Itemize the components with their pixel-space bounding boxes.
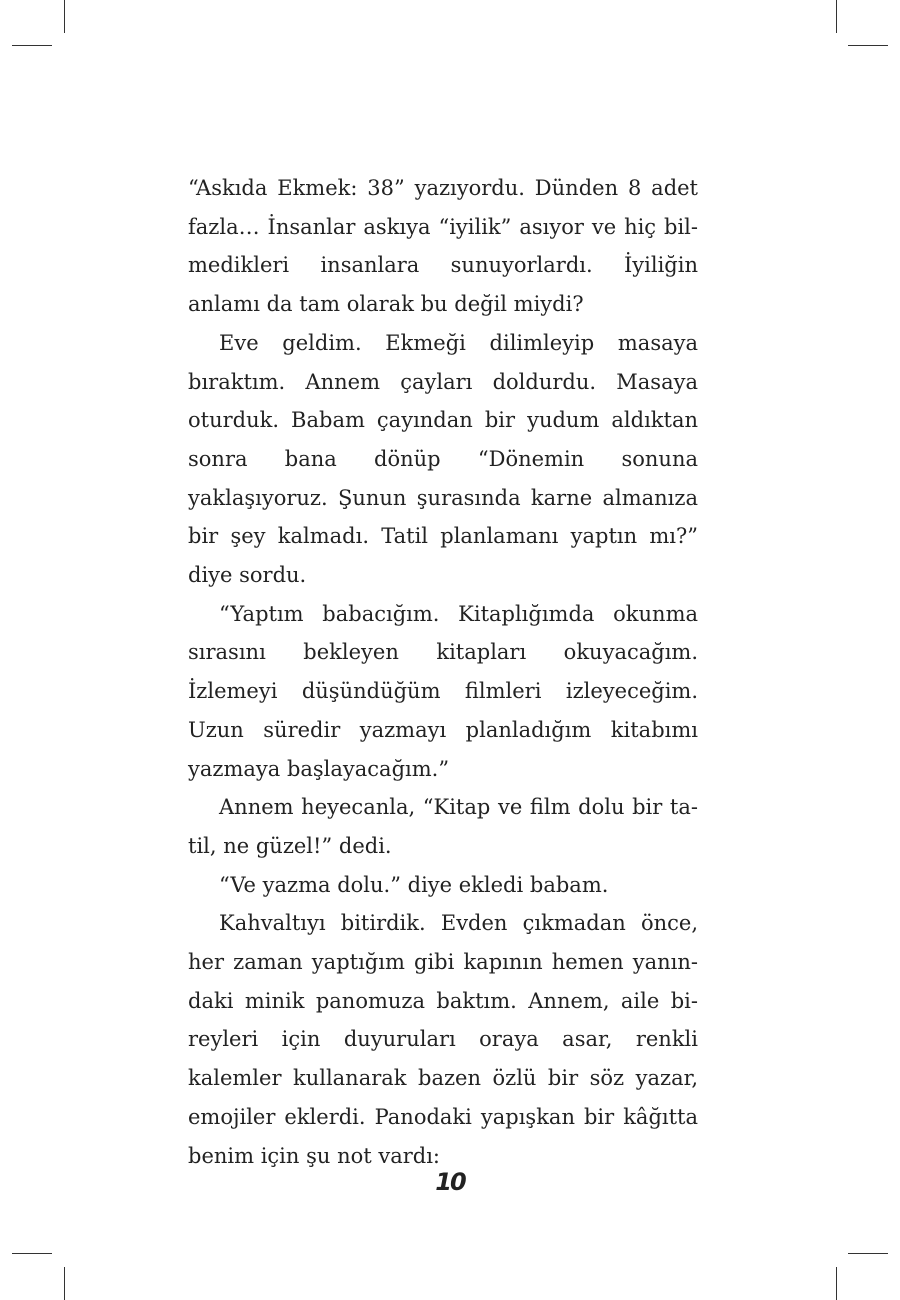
crop-mark-top-left-horizontal bbox=[12, 45, 52, 46]
paragraph: “Askıda Ekmek: 38” yazıyordu. Dünden 8 adet fazla… İnsanlar askıya “iyilik” asıyor ve hiç bilmedikleri insanlara sunuyorlardı. İyiliğin anlamı da tam olarak bu değil miydi? bbox=[188, 176, 698, 317]
page-number: 10 bbox=[435, 1168, 465, 1196]
paragraph: Kahvaltıyı bitirdik. Evden çıkmadan önce, her zaman yaptığım gibi kapının hemen yanındaki minik panomuza baktım. Annem, aile bireyleri için duyuruları oraya asar, renkli kalemler kullanarak bazen özlü bir söz yazar, emojiler eklerdi. Panodaki yapışkan bir kâğıtta benim için şu not vardı: bbox=[188, 911, 698, 1168]
crop-mark-bottom-left-horizontal bbox=[12, 1253, 52, 1254]
body-text bbox=[188, 169, 698, 1175]
paragraph: Eve geldim. Ekmeği dilimleyip masaya bıraktım. Annem çayları doldurdu. Masaya oturduk. Babam çayından bir yudum aldıktan sonra bana dönüp “Dönemin sonuna yaklaşıyoruz. Şunun şurasında karne almanıza bir şey kalmadı. Tatil planlamanı yaptın mı?” diye sordu. bbox=[188, 330, 698, 588]
paragraph: “Yaptım babacığım. Kitaplığımda okunma sırasını bekleyen kitapları okuyacağım. İzlemeyi düşündüğüm filmleri izleyeceğim. Uzun süredir yazmayı planladığım kitabımı yazmaya başlayacağım.” bbox=[188, 601, 698, 781]
crop-mark-top-right-horizontal bbox=[848, 45, 888, 46]
crop-mark-top-left-vertical bbox=[64, 0, 65, 33]
crop-mark-bottom-left-vertical bbox=[64, 1267, 65, 1300]
paragraph: Annem heyecanla, “Kitap ve film dolu bir tatil, ne güzel!” dedi. bbox=[188, 795, 698, 858]
crop-mark-top-right-vertical bbox=[836, 0, 837, 33]
paragraph: “Ve yazma dolu.” diye ekledi babam. bbox=[219, 872, 609, 897]
crop-mark-bottom-right-horizontal bbox=[848, 1253, 888, 1254]
crop-mark-bottom-right-vertical bbox=[836, 1267, 837, 1300]
